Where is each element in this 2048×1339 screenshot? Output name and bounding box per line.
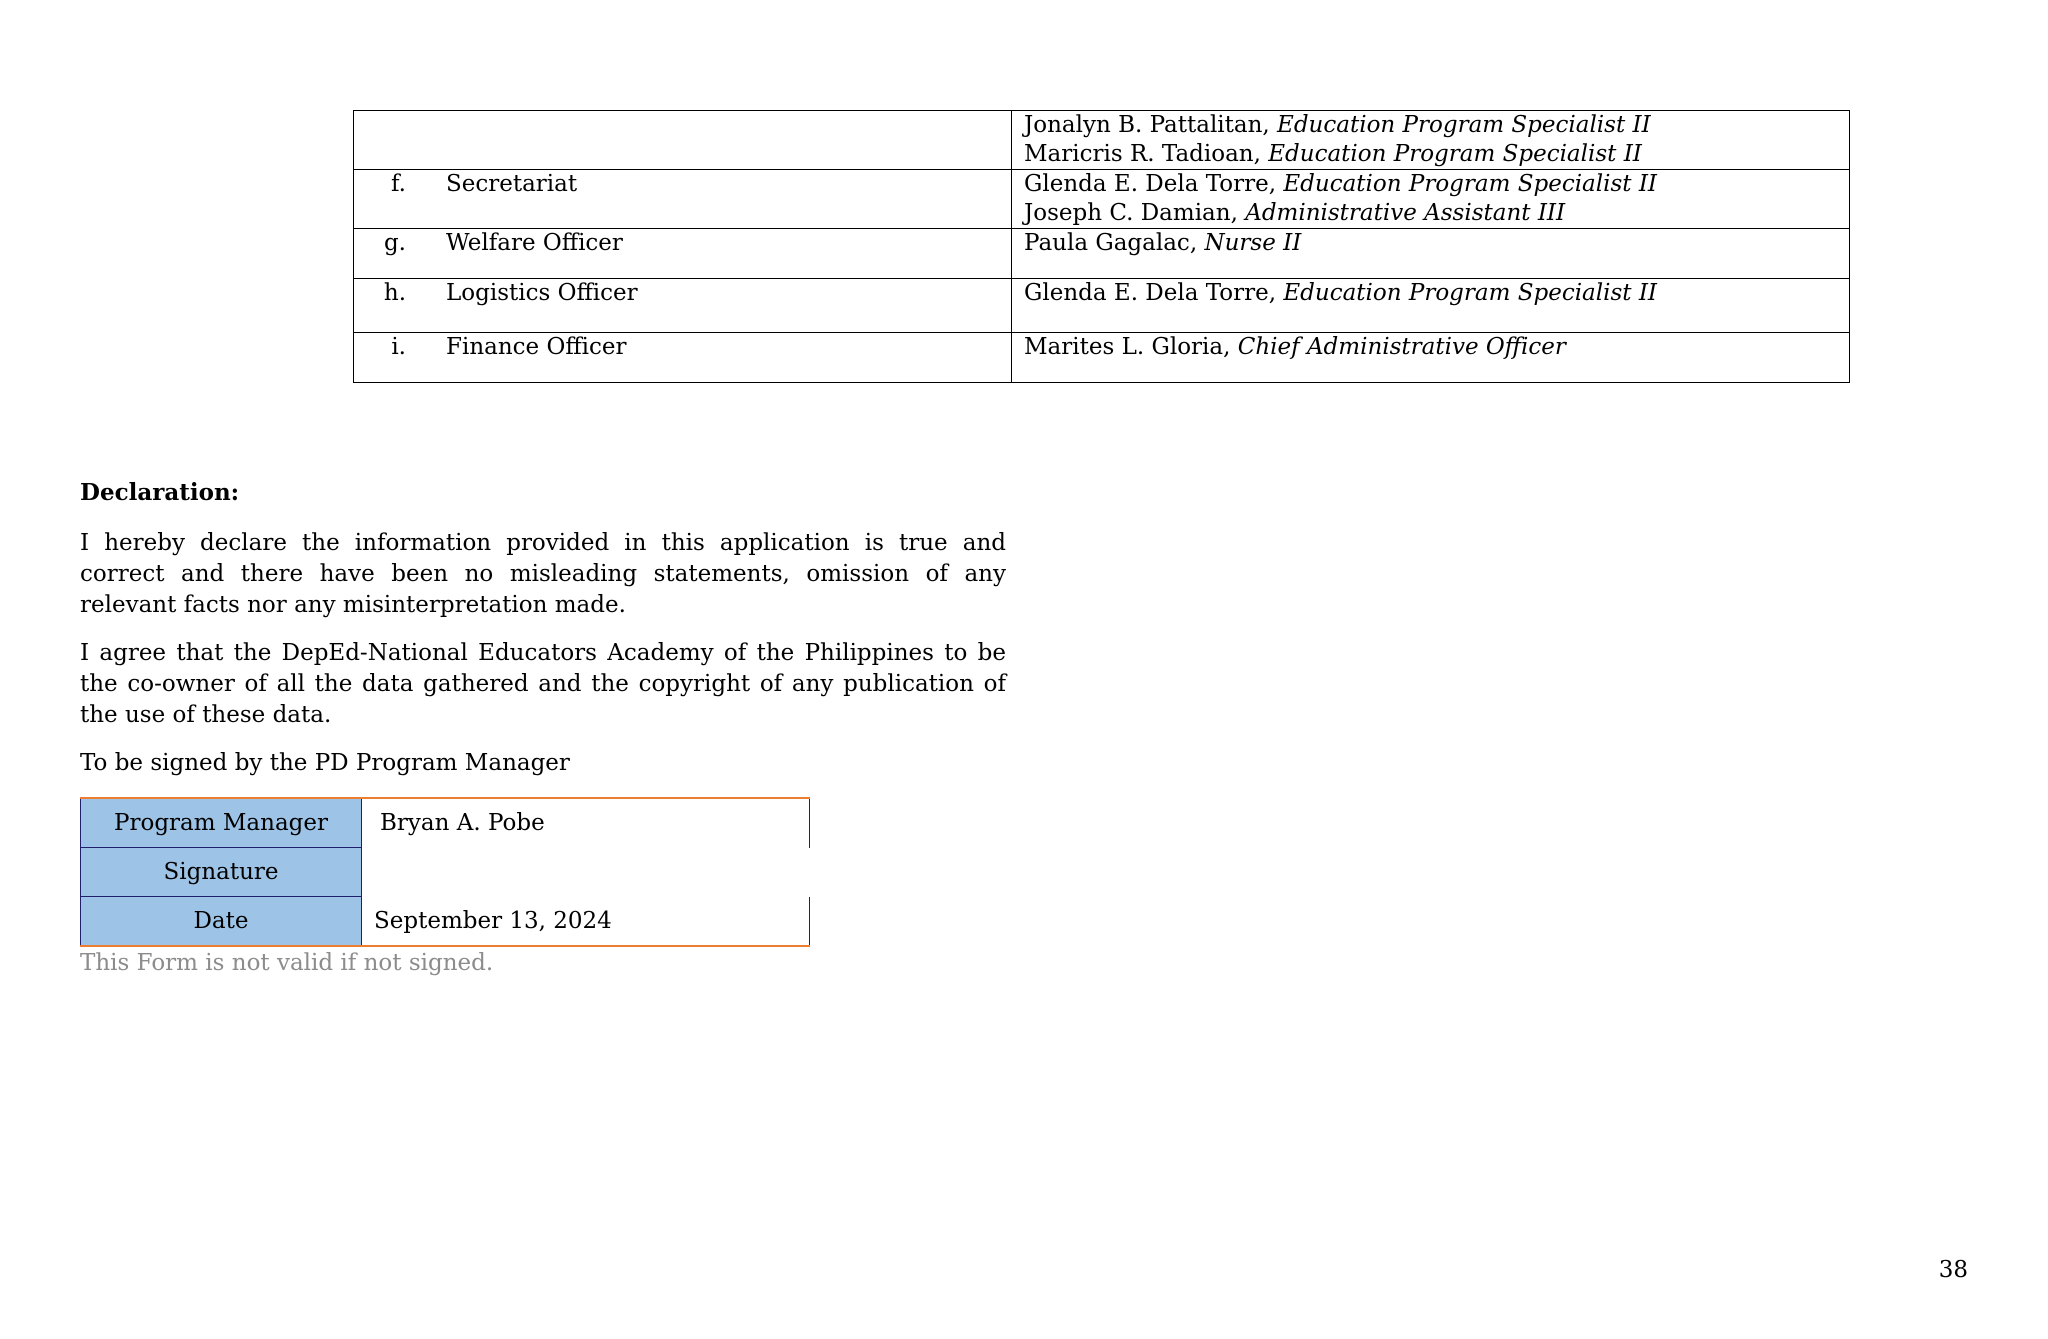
program-manager-label: Program Manager: [81, 798, 362, 848]
person-line: [1024, 111, 1849, 140]
person-line: [1024, 199, 1849, 228]
role-cell: [354, 279, 1012, 333]
person-name: Jonalyn B. Pattalitan,: [1024, 112, 1278, 138]
role-cell: [354, 229, 1012, 279]
role-letter: h.: [383, 280, 406, 306]
signature-field[interactable]: [362, 848, 810, 897]
form-validity-note: This Form is not valid if not signed.: [80, 950, 494, 976]
signing-instruction: To be signed by the PD Program Manager: [80, 750, 570, 776]
person-name: Joseph C. Damian,: [1024, 200, 1246, 226]
person-title: Education Program Specialist II: [1268, 141, 1642, 167]
page-number: 38: [1938, 1257, 1968, 1283]
table-row: [354, 229, 1850, 279]
declaration-heading: Declaration:: [80, 479, 240, 506]
person-name: Paula Gagalac,: [1024, 230, 1205, 256]
role-name: Welfare Officer: [446, 230, 623, 256]
date-value: September 13, 2024: [362, 897, 810, 947]
table-row: [81, 798, 810, 848]
people-cell: [1012, 111, 1850, 170]
person-name: Glenda E. Dela Torre,: [1024, 171, 1284, 197]
person-title: Education Program Specialist II: [1283, 280, 1658, 306]
person-line: [1024, 333, 1849, 362]
person-title: Education Program Specialist II: [1283, 171, 1658, 197]
committee-table: [353, 110, 1850, 383]
people-cell: [1012, 279, 1850, 333]
person-line: [1024, 170, 1849, 199]
person-title: Chief Administrative Officer: [1237, 334, 1566, 360]
person-line: [1024, 229, 1849, 258]
person-line: [1024, 140, 1849, 169]
signature-form-table: [80, 797, 810, 947]
table-row: [354, 333, 1850, 383]
date-label: Date: [81, 897, 362, 947]
role-name: Secretariat: [446, 171, 578, 197]
table-row: [81, 897, 810, 947]
role-cell: [354, 333, 1012, 383]
role-name: Logistics Officer: [446, 280, 638, 306]
table-row: [354, 279, 1850, 333]
role-letter: f.: [390, 171, 406, 197]
people-cell: [1012, 333, 1850, 383]
person-title: Education Program Specialist II: [1277, 112, 1651, 138]
role-letter: i.: [391, 334, 406, 360]
people-cell: [1012, 229, 1850, 279]
role-cell: [354, 170, 1012, 229]
program-manager-value: Bryan A. Pobe: [362, 798, 810, 848]
person-title: Nurse II: [1204, 230, 1302, 256]
person-name: Maricris R. Tadioan,: [1024, 141, 1269, 167]
person-name: Marites L. Gloria,: [1024, 334, 1238, 360]
person-name: Glenda E. Dela Torre,: [1024, 280, 1284, 306]
declaration-paragraph: I hereby declare the information provided in this application is true and correct and there have been no misleading statements, omission of any relevant facts nor any misinterpretation made.: [80, 530, 1006, 618]
table-row: [354, 111, 1850, 170]
role-letter: g.: [383, 230, 406, 256]
people-cell: [1012, 170, 1850, 229]
role-cell: [354, 111, 1012, 170]
declaration-paragraph: I agree that the DepEd-National Educators Academy of the Philippines to be the co-owner of all the data gathered and the copyright of any publication of the use of these data.: [80, 640, 1006, 728]
person-line: [1024, 279, 1849, 308]
signature-label: Signature: [81, 848, 362, 897]
person-title: Administrative Assistant III: [1245, 200, 1566, 226]
role-name: Finance Officer: [446, 334, 627, 360]
table-row: [354, 170, 1850, 229]
table-row: [81, 848, 810, 897]
